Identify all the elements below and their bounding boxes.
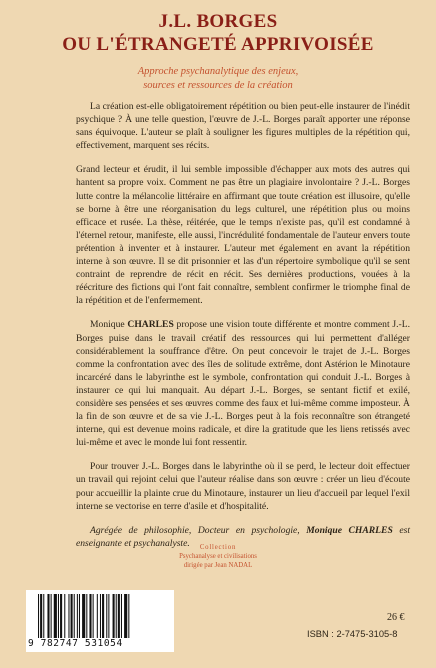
barcode-bar xyxy=(60,594,62,638)
blurb-paragraph-4: Pour trouver J.-L. Borges dans le labyrinthe où il se perd, le lecteur doit effectuer un travail qui rejoint celui que l'auteur réalise dans son œuvre : créer un lieu d'écoute pour accueillir la plainte crue du Minotaure, instaurer un lieu d'accueil par lequel l'exil interne se vectorise en terre d'asile et d'hospitalité. xyxy=(76,461,410,512)
credentials-author-name: Monique CHARLES xyxy=(306,524,393,536)
title-line-2: OU L'ÉTRANGETÉ APPRIVOISÉE xyxy=(62,34,374,55)
isbn: ISBN : 2-7475-3105-8 xyxy=(307,629,398,639)
barcode xyxy=(26,590,174,652)
barcode-bar xyxy=(54,594,57,638)
blurb-paragraph-1: La création est-elle obligatoirement répétition ou bien peut-elle instaurer de l'inédit psychique ? À une telle question, l'œuvre de J.-L. Borges paraît apporter une réponse sans équivoque. L'auteur se plaît à souligner les figures multiples de la répétition qui, effectivement, marquent ses récits. xyxy=(76,101,410,152)
barcode-bar xyxy=(77,594,78,638)
barcode-bar xyxy=(68,594,69,638)
barcode-bar xyxy=(38,594,39,638)
collection-director: dirigée par Jean NADAL xyxy=(183,562,253,569)
barcode-bar xyxy=(93,594,94,638)
title-line-1: J.L. BORGES xyxy=(158,11,278,32)
barcode-bar xyxy=(43,594,44,638)
collection-label: Collection xyxy=(199,544,237,551)
blurb xyxy=(76,100,410,561)
barcode-bar xyxy=(51,594,52,638)
barcode-bar xyxy=(100,594,101,638)
barcode-bar xyxy=(74,594,75,638)
barcode-bars xyxy=(36,594,164,638)
barcode-bar xyxy=(89,594,91,638)
barcode-bar xyxy=(79,594,80,638)
author-name: CHARLES xyxy=(127,319,174,331)
barcode-bar xyxy=(108,594,109,638)
subtitle-line-1: Approche psychanalytique des enjeux, xyxy=(137,66,299,77)
barcode-bar xyxy=(40,594,42,638)
collection-name: Psychanalyse et civilisations xyxy=(179,553,257,560)
price: 26 € xyxy=(387,612,405,623)
barcode-bar xyxy=(82,594,85,638)
subtitle-line-2: sources et ressources de la création xyxy=(143,80,293,91)
blurb-paragraph-3 xyxy=(76,318,410,449)
barcode-bar xyxy=(128,594,129,638)
barcode-bar xyxy=(47,594,49,638)
barcode-bar xyxy=(86,594,87,638)
barcode-digits: 9 782747 531054 xyxy=(28,638,123,649)
barcode-bar xyxy=(113,594,115,638)
subtitle xyxy=(0,65,436,93)
barcode-bar xyxy=(121,594,122,638)
barcode-bar xyxy=(118,594,120,638)
blurb-paragraph-3-start: Monique xyxy=(90,319,128,331)
credentials-start: Agrégée de philosophie, Docteur en psychologie, xyxy=(90,524,307,536)
barcode-bar xyxy=(97,594,98,638)
barcode-bar xyxy=(71,594,73,638)
blurb-paragraph-2: Grand lecteur et érudit, il lui semble impossible d'échapper aux mots des autres qui hantent sa propre voix. Comment ne pas être un plagiaire involontaire ? J.-L. Borges lutte contre la mélancolie littéraire en affirmant que toute création est illusoire, qu'elle se borne à être une réorganisation du legs culturel, une répétition plus ou moins efficace et rusée. La thèse, réitérée, que le temps n'existe pas, qu'il est condamné à l'éternel retour, manifeste, elle aussi, l'incrédulité fondamentale de l'auteur envers toute prétention à inventer et à instaurer. L'auteur met également en avant la répétition interne à son œuvre. Il se dit prisonnier et las d'un répertoire symbolique qu'il se sent contraint de reprendre de récit en récit. Ses dernières productions, vouées à la réécriture des fictions qui l'ont fait connaître, semblent confirmer le triomphe final de la répétition et de l'enfermement. xyxy=(76,164,410,307)
credentials-rest: est enseignante et psychanalyste. xyxy=(76,524,410,549)
barcode-bar xyxy=(102,594,104,638)
barcode-bar xyxy=(58,594,59,638)
barcode-bar xyxy=(124,594,127,638)
blurb-paragraph-3-rest: propose une vision toute différente et montre comment J.-L. Borges puise dans le travail créatif des ressources qui lui permettent d'alléger considérablement la souffrance d'être. On peut concevoir le trajet de J.-L. Borges comme la confrontation avec des îles de solitude extrême, dont Astérion le Minotaure incarcéré dans le labyrinthe est le symbole, confrontation qui conduit J.-L. Borges à instaurer ce qui lui manquait. Au départ J.-L. Borges, se sentant fictif et exilé, considère ses pensées et ses œuvres comme des faux et lui-même comme imposteur. À la fin de son œuvre et de sa vie J.-L. Borges peut à la fois reconnaître son étrangeté interne, qui est devenue moins radicale, et dire la gratitude que les liens retissés avec lui-même et avec le monde lui font ressentir. xyxy=(76,319,410,449)
barcode-bar xyxy=(116,594,117,638)
barcode-bar xyxy=(106,594,107,638)
barcode-bar xyxy=(64,594,65,638)
collection-info xyxy=(0,543,436,570)
